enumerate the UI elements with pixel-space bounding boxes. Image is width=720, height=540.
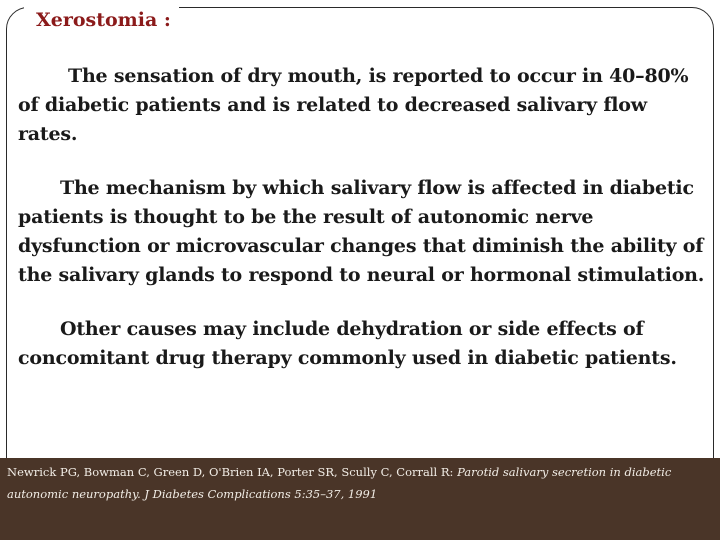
paragraph-text: Other causes may include dehydration or side effects of concomitant drug therapy commonly used in diabetic patients. bbox=[18, 318, 677, 369]
reference-title: Parotid salivary secretion in diabetic autonomic neuropathy. bbox=[7, 465, 672, 501]
reference-citation bbox=[7, 461, 707, 505]
paragraph-text: The mechanism by which salivary flow is affected in diabetic patients is thought to be the result of autonomic nerve dysfunction or microvascular changes that diminish the ability of the salivary glands to respond to neural or hormonal stimulation. bbox=[18, 177, 705, 286]
slide-body bbox=[18, 62, 708, 398]
footer-bar bbox=[0, 458, 720, 540]
paragraph-dry-mouth-prevalence bbox=[18, 62, 708, 149]
paragraph-mechanism bbox=[18, 174, 708, 290]
reference-authors: Newrick PG, Bowman C, Green D, O'Brien IA, Porter SR, Scully C, Corrall R: bbox=[7, 465, 454, 479]
slide-title: Xerostomia : bbox=[36, 9, 171, 31]
paragraph-other-causes bbox=[18, 315, 708, 373]
reference-source: J Diabetes Complications 5:35–37, 1991 bbox=[144, 487, 378, 501]
paragraph-text: The sensation of dry mouth, is reported to occur in 40–80% of diabetic patients and is related to decreased salivary flow rates. bbox=[18, 65, 689, 145]
